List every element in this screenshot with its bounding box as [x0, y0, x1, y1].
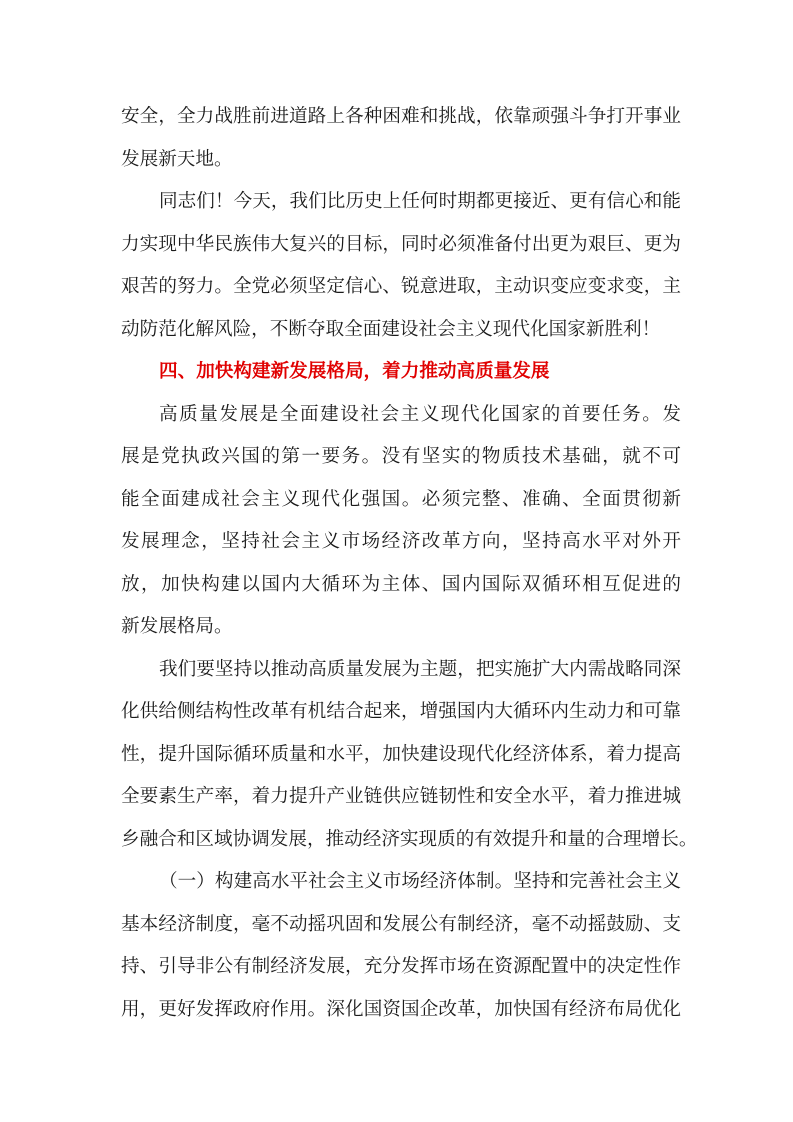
document-body — [121, 96, 698, 1031]
paragraph-line: 展是党执政兴国的第一要务。没有坚实的物质技术基础，就不可 — [121, 446, 681, 467]
paragraph-line: 发展理念，坚持社会主义市场经济改革方向，坚持高水平对外开 — [121, 531, 681, 552]
paragraph-line: 发展新天地。 — [121, 148, 233, 170]
paragraph-line: 能全面建成社会主义现代化强国。必须完整、准确、全面贯彻新 — [121, 488, 681, 510]
paragraph-line: 用，更好发挥政府作用。深化国资国企改革，加快国有经济布局优化 — [121, 998, 681, 1020]
paragraph-line: 艰苦的努力。全党必须坚定信心、锐意进取，主动识变应变求变，主 — [121, 276, 681, 297]
paragraph-line: 动防范化解风险，不断夺取全面建设社会主义现代化国家新胜利！ — [121, 318, 661, 340]
paragraph-line: 乡融合和区域协调发展，推动经济实现质的有效提升和量的合理增长。 — [121, 828, 698, 850]
paragraph-line: 新发展格局。 — [121, 616, 233, 637]
paragraph-line: 基本经济制度，毫不动摇巩固和发展公有制经济，毫不动摇鼓励、支 — [121, 913, 681, 935]
paragraph-line: 性，提升国际循环质量和水平，加快建设现代化经济体系，着力提高 — [121, 743, 681, 765]
paragraph-line: 力实现中华民族伟大复兴的目标，同时必须准备付出更为艰巨、更为 — [121, 233, 681, 255]
paragraph-line: 高质量发展是全面建设社会主义现代化国家的首要任务。发 — [159, 403, 681, 425]
paragraph-line: 同志们！今天，我们比历史上任何时期都更接近、更有信心和能 — [159, 191, 681, 212]
paragraph-line: 安全，全力战胜前进道路上各种困难和挑战，依靠顽强斗争打开事业 — [121, 106, 681, 127]
paragraph-line: 全要素生产率，着力提升产业链供应链韧性和安全水平，着力推进城 — [121, 786, 681, 807]
paragraph-line: 我们要坚持以推动高质量发展为主题，把实施扩大内需战略同深 — [159, 658, 681, 680]
paragraph-line: （一）构建高水平社会主义市场经济体制。坚持和完善社会主义 — [159, 871, 681, 892]
paragraph-line: 放，加快构建以国内大循环为主体、国内国际双循环相互促进的 — [121, 573, 681, 595]
section-heading: 四、加快构建新发展格局，着力推动高质量发展 — [159, 361, 550, 382]
paragraph-line: 持、引导非公有制经济发展，充分发挥市场在资源配置中的决定性作 — [121, 956, 681, 977]
paragraph-line: 化供给侧结构性改革有机结合起来，增强国内大循环内生动力和可靠 — [121, 701, 681, 722]
